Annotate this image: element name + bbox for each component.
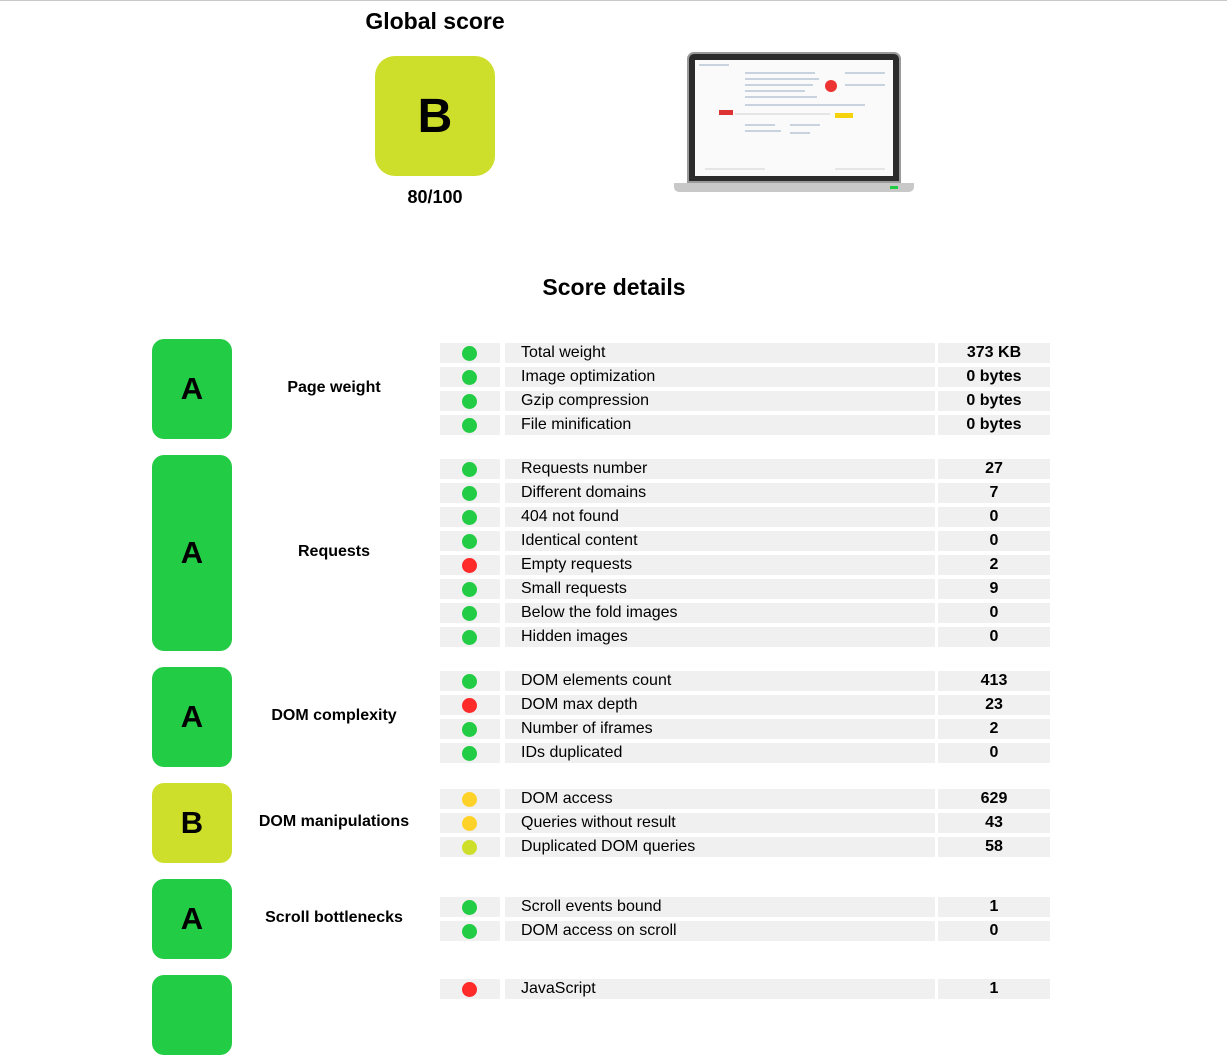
metric-label: IDs duplicated <box>505 743 935 763</box>
metric-label: Duplicated DOM queries <box>505 837 935 857</box>
global-score-value: 80/100 <box>407 187 463 207</box>
metric-label: Requests number <box>505 459 935 479</box>
section-grade-badge <box>152 975 232 1055</box>
status-lime-dot-icon <box>462 840 477 855</box>
score-details-sections <box>0 1 1227 997</box>
status-green-dot-icon <box>462 582 477 597</box>
status-green-dot-icon <box>462 462 477 477</box>
metric-value: 7 <box>938 483 1050 503</box>
metric-label: Scroll events bound <box>505 897 935 917</box>
status-green-dot-icon <box>462 924 477 939</box>
metric-value: 0 bytes <box>938 415 1050 435</box>
metric-value: 413 <box>938 671 1050 691</box>
metric-value: 23 <box>938 695 1050 715</box>
metric-label: Total weight <box>505 343 935 363</box>
metric-value: 0 <box>938 507 1050 527</box>
metric-row <box>440 789 1052 809</box>
metric-row <box>440 695 1052 715</box>
metric-status-cell <box>440 897 500 917</box>
status-green-dot-icon <box>462 746 477 761</box>
metric-value: 9 <box>938 579 1050 599</box>
metric-label: Image optimization <box>505 367 935 387</box>
metric-row <box>440 603 1052 623</box>
status-green-dot-icon <box>462 722 477 737</box>
metric-value: 373 KB <box>938 343 1050 363</box>
section-label: Page weight <box>287 379 381 396</box>
metric-row <box>440 921 1052 941</box>
metric-value: 1 <box>938 979 1050 999</box>
status-green-dot-icon <box>462 370 477 385</box>
metric-value: 629 <box>938 789 1050 809</box>
metric-value: 58 <box>938 837 1050 857</box>
metric-label: Gzip compression <box>505 391 935 411</box>
metric-status-cell <box>440 367 500 387</box>
metric-status-cell <box>440 531 500 551</box>
metric-label: DOM access on scroll <box>505 921 935 941</box>
section-label: Requests <box>297 543 371 560</box>
metric-status-cell <box>440 603 500 623</box>
status-green-dot-icon <box>462 674 477 689</box>
metric-label: Different domains <box>505 483 935 503</box>
metric-row <box>440 719 1052 739</box>
score-details-title: Score details <box>542 274 686 300</box>
metric-value: 1 <box>938 897 1050 917</box>
metric-value: 0 bytes <box>938 391 1050 411</box>
metric-status-cell <box>440 415 500 435</box>
metric-row <box>440 367 1052 387</box>
metric-value: 0 <box>938 531 1050 551</box>
metric-row <box>440 483 1052 503</box>
metric-status-cell <box>440 555 500 575</box>
metric-value: 2 <box>938 555 1050 575</box>
metric-label: Number of iframes <box>505 719 935 739</box>
metric-value: 0 <box>938 603 1050 623</box>
status-green-dot-icon <box>462 630 477 645</box>
metric-value: 2 <box>938 719 1050 739</box>
metric-status-cell <box>440 719 500 739</box>
metric-status-cell <box>440 813 500 833</box>
section-label: DOM complexity <box>271 707 397 724</box>
section-grade-badge: A <box>152 879 232 959</box>
status-green-dot-icon <box>462 606 477 621</box>
metric-label: DOM max depth <box>505 695 935 715</box>
metric-label: JavaScript <box>505 979 935 999</box>
metric-row <box>440 813 1052 833</box>
metric-status-cell <box>440 671 500 691</box>
status-green-dot-icon <box>462 346 477 361</box>
metric-row <box>440 391 1052 411</box>
status-green-dot-icon <box>462 418 477 433</box>
metric-status-cell <box>440 837 500 857</box>
metric-status-cell <box>440 743 500 763</box>
metric-status-cell <box>440 459 500 479</box>
global-grade-badge: B <box>375 56 495 176</box>
metric-status-cell <box>440 579 500 599</box>
metric-status-cell <box>440 695 500 715</box>
metric-status-cell <box>440 979 500 999</box>
global-score-title: Global score <box>365 8 505 34</box>
metric-value: 0 bytes <box>938 367 1050 387</box>
metric-row <box>440 743 1052 763</box>
metric-label: DOM elements count <box>505 671 935 691</box>
status-green-dot-icon <box>462 486 477 501</box>
metric-status-cell <box>440 789 500 809</box>
metric-label: File minification <box>505 415 935 435</box>
metric-value: 0 <box>938 921 1050 941</box>
metric-label: Below the fold images <box>505 603 935 623</box>
metric-row <box>440 979 1052 999</box>
metric-label: DOM access <box>505 789 935 809</box>
section-grade-badge: A <box>152 339 232 439</box>
metric-status-cell <box>440 343 500 363</box>
metric-status-cell <box>440 483 500 503</box>
metric-row <box>440 579 1052 599</box>
metric-row <box>440 531 1052 551</box>
metric-status-cell <box>440 921 500 941</box>
metric-label: Empty requests <box>505 555 935 575</box>
metric-row <box>440 837 1052 857</box>
metric-row <box>440 507 1052 527</box>
status-green-dot-icon <box>462 534 477 549</box>
metric-row <box>440 671 1052 691</box>
status-yellow-dot-icon <box>462 816 477 831</box>
metric-row <box>440 627 1052 647</box>
status-green-dot-icon <box>462 510 477 525</box>
metric-label: Identical content <box>505 531 935 551</box>
metric-label: Small requests <box>505 579 935 599</box>
status-red-dot-icon <box>462 982 477 997</box>
metric-label: Hidden images <box>505 627 935 647</box>
metric-label: 404 not found <box>505 507 935 527</box>
metric-value: 43 <box>938 813 1050 833</box>
status-green-dot-icon <box>462 900 477 915</box>
metric-row <box>440 459 1052 479</box>
metric-value: 0 <box>938 627 1050 647</box>
section-grade-badge: A <box>152 455 232 651</box>
section-label: DOM manipulations <box>258 813 410 830</box>
metric-status-cell <box>440 391 500 411</box>
metric-row <box>440 343 1052 363</box>
metric-value: 0 <box>938 743 1050 763</box>
metric-row <box>440 415 1052 435</box>
section-grade-badge: A <box>152 667 232 767</box>
metric-value: 27 <box>938 459 1050 479</box>
status-red-dot-icon <box>462 698 477 713</box>
metric-row <box>440 897 1052 917</box>
section-label: Scroll bottlenecks <box>265 909 403 926</box>
section-grade-badge: B <box>152 783 232 863</box>
metric-row <box>440 555 1052 575</box>
status-red-dot-icon <box>462 558 477 573</box>
metric-label: Queries without result <box>505 813 935 833</box>
status-yellow-dot-icon <box>462 792 477 807</box>
metric-status-cell <box>440 507 500 527</box>
metric-status-cell <box>440 627 500 647</box>
status-green-dot-icon <box>462 394 477 409</box>
